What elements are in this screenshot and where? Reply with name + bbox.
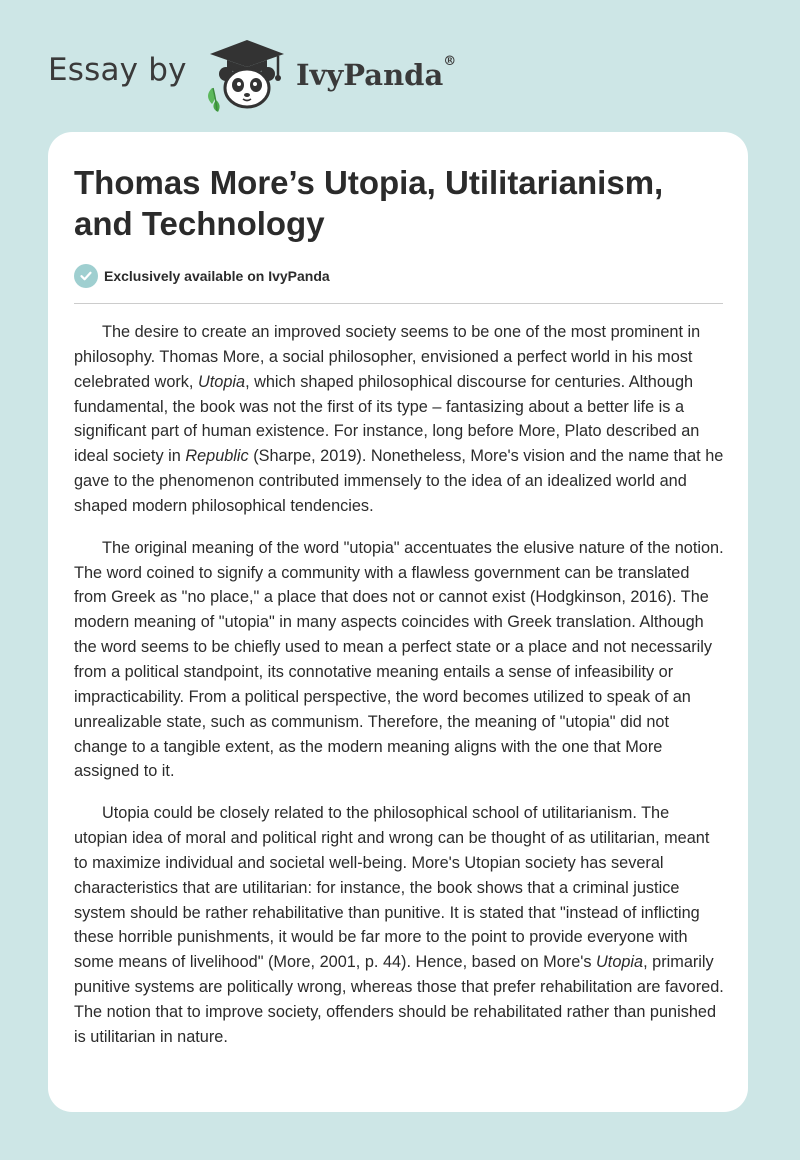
trademark-symbol: ® [443,54,457,69]
title-divider [74,303,723,304]
paragraph [74,320,724,519]
paragraph [74,801,724,1049]
badge-text: Exclusively available on IvyPanda [104,268,330,284]
paragraph-text: Utopia could be closely related to the philosophical school of utilitarianism. The utopian idea of moral and political right and wrong can be thought of as utilitarian, meant to maximize individual and societal well-being. More's Utopian society has several characteristics that are utilitarian: for instance, the book shows that a criminal justice system should be rather rehabilitative than punitive. It is stated that "instead of inflicting these horrible punishments, it would be far more to the point to provide everyone with some means of livelihood" (More, 2001, p. 44). Hence, based on More's [74,804,710,972]
paragraph-text: The desire to create an improved society seems to be one of the most prominent in philosophy. Thomas More, a social philosopher, envisioned a perfect world in his most celebrated work, [74,323,701,391]
essay-card [48,132,748,1112]
essay-title: Thomas More’s Utopia, Utilitarianism, and Technology [74,164,664,242]
site-header [48,28,508,108]
check-circle-icon [74,264,98,288]
paragraph-text: (Sharpe, 2019). Nonetheless, More's vision and the name that he gave to the phenomenon contributed immensely to the idea of an idealized world and shaped modern philosophical tendencies. [74,447,724,515]
italic-title: Utopia [197,372,246,391]
exclusive-badge [74,264,330,288]
panda-logo-icon[interactable] [202,36,292,112]
paragraph-text: , primarily punitive systems are politically wrong, whereas those that prefer rehabilitation are favored. The notion that to improve society, offenders should be rehabilitated rather than punished is utilitarian in nature. [74,953,724,1046]
italic-title: Utopia [596,953,644,972]
brand-name[interactable]: IvyPanda® [296,54,457,92]
paragraph [74,536,724,784]
paragraph-text: , which shaped philosophical discourse for centuries. Although fundamental, the book was not the first of its type – fantasizing about a better life is a significant part of human existence. For instance, long before More, Plato described an ideal society in [74,372,700,466]
paragraph-text: The original meaning of the word "utopia" accentuates the elusive nature of the notion. The word coined to signify a community with a flawless government can be translated from Greek as "no place," a place that does not or cannot exist (Hodgkinson, 2016). The modern meaning of "utopia" in many aspects coincides with Greek translation. Although the word seems to be chiefly used to mean a perfect state or a place and not necessarily from a political standpoint, its connotative meaning entails a sense of infeasibility or impracticability. From a political perspective, the word becomes utilized to speak of an unrealizable state, such as communism. Therefore, the meaning of "utopia" did not change to a tangible extent, as the modern meaning aligns with the one that More assigned to it. [74,538,724,781]
italic-title: Republic [185,447,249,466]
essay-by-label: Essay by [48,52,187,88]
essay-body [74,320,724,1067]
